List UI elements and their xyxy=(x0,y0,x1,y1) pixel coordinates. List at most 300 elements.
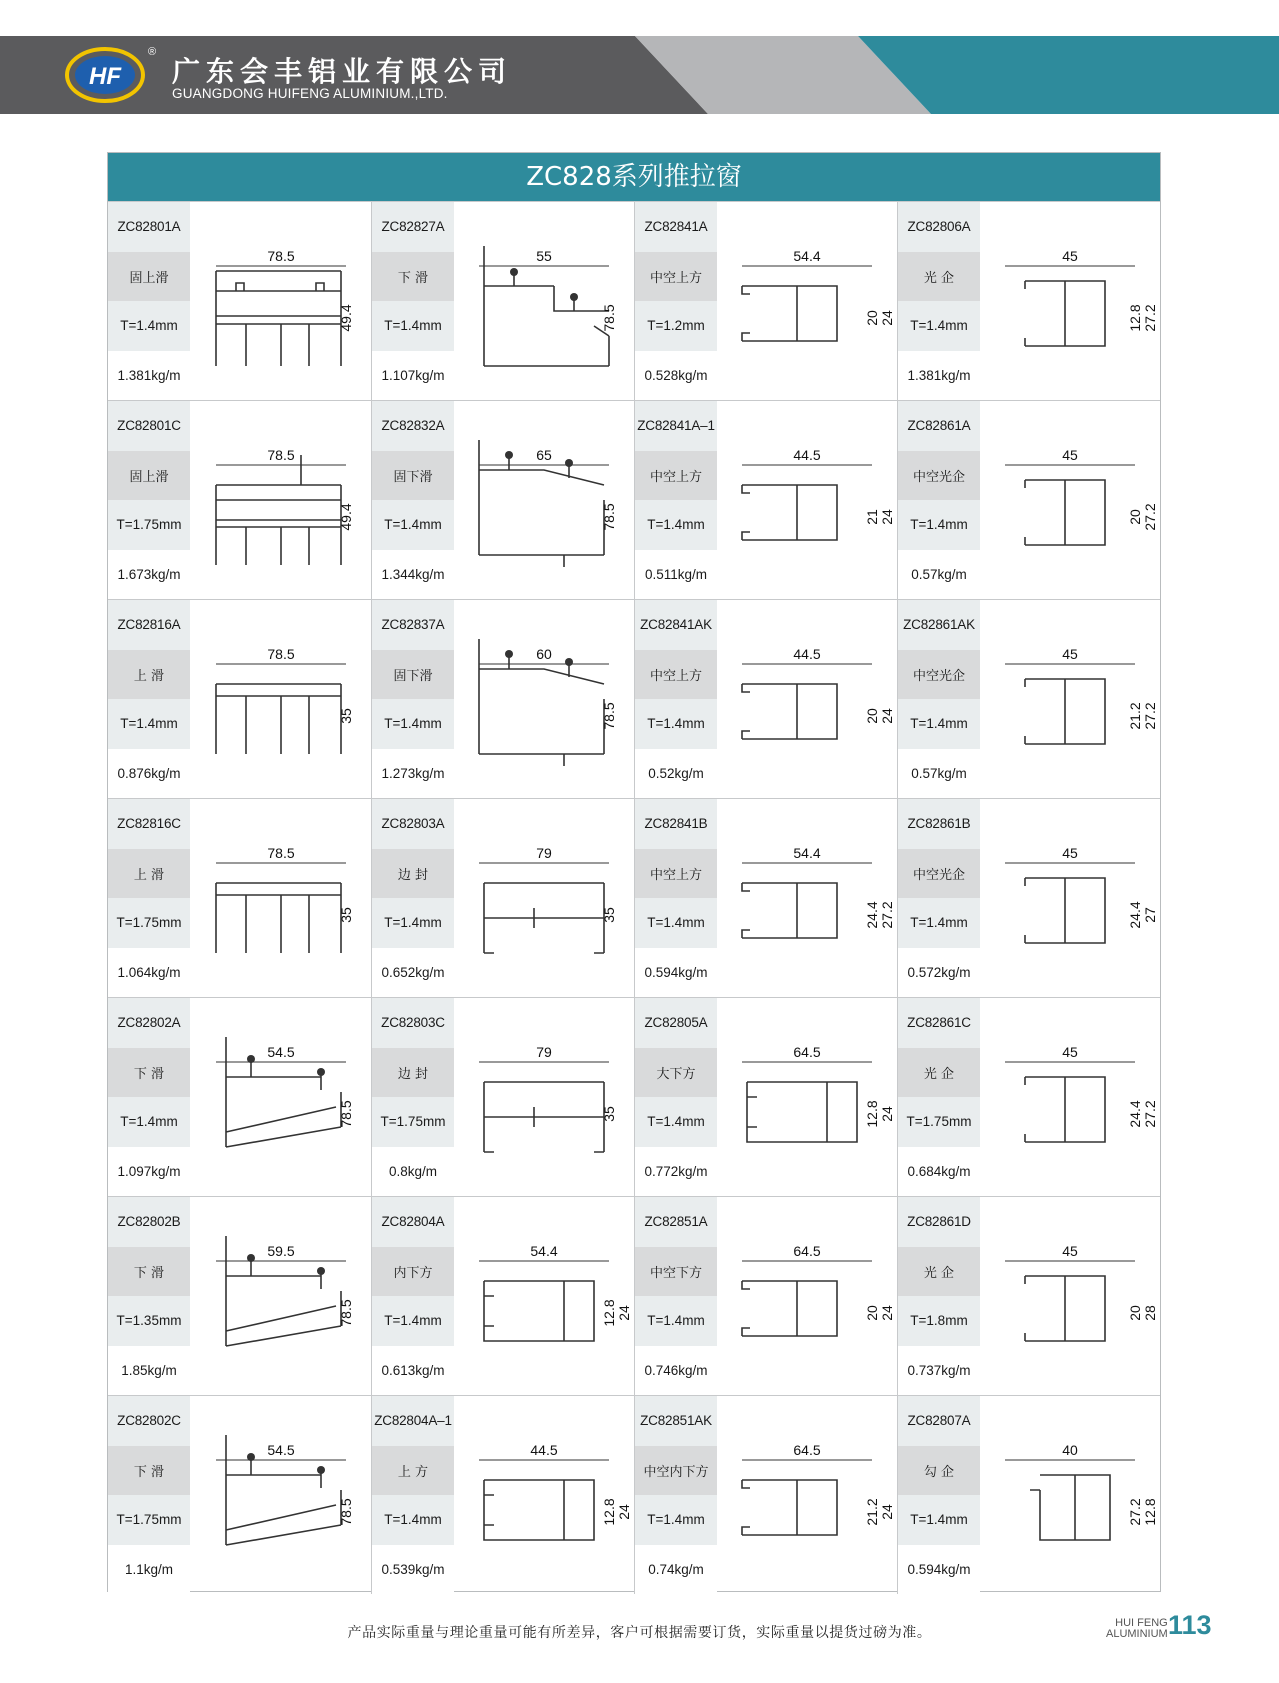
profile-section-drawing xyxy=(191,614,371,784)
profile-card xyxy=(897,1395,1160,1594)
profile-drawing xyxy=(980,600,1160,798)
profile-name: 中空上方 xyxy=(635,650,717,700)
profile-code: ZC82816C xyxy=(108,799,190,849)
profile-card xyxy=(108,798,371,997)
profile-info xyxy=(108,401,190,599)
profile-section-drawing xyxy=(454,216,634,386)
profile-code: ZC82816A xyxy=(108,600,190,650)
profile-card xyxy=(108,1395,371,1594)
profile-section-drawing xyxy=(717,813,897,983)
profile-info xyxy=(635,600,717,798)
profile-info xyxy=(898,998,980,1196)
dimension-label: 24.4 xyxy=(864,901,880,929)
dimension-label: 27.2 xyxy=(879,901,895,929)
section-title: ZC828系列推拉窗 xyxy=(108,153,1160,201)
footer-brand-line1: HUI FENG xyxy=(1115,1617,1168,1629)
dimension-label: 54.5 xyxy=(266,1442,295,1458)
profile-card xyxy=(634,1196,897,1395)
profile-code: ZC82802C xyxy=(108,1396,190,1446)
profile-weight: 0.594kg/m xyxy=(635,948,717,998)
profile-drawing xyxy=(717,202,897,400)
profile-info xyxy=(372,202,454,400)
dimension-label: 60 xyxy=(536,646,552,662)
profile-drawing xyxy=(190,998,371,1196)
dimension-label: 44.5 xyxy=(530,1442,558,1458)
profile-card xyxy=(108,201,371,400)
profile-section-drawing xyxy=(454,1012,634,1182)
profile-name: 上 滑 xyxy=(108,849,190,899)
dimension-label: 44.5 xyxy=(793,646,821,662)
profile-drawing xyxy=(454,799,634,997)
registered-mark: ® xyxy=(148,46,157,58)
profile-card xyxy=(897,599,1160,798)
dimension-label: 20 xyxy=(1127,1305,1143,1321)
profile-code: ZC82804A–1 xyxy=(372,1396,454,1446)
profile-thickness: T=1.75mm xyxy=(372,1097,454,1147)
profile-weight: 0.684kg/m xyxy=(898,1147,980,1197)
dimension-label: 78.5 xyxy=(601,702,617,730)
profile-weight: 0.57kg/m xyxy=(898,749,980,799)
dimension-label: 54.4 xyxy=(793,845,821,861)
dimension-label: 27.2 xyxy=(1127,1498,1143,1526)
profile-drawing xyxy=(980,401,1160,599)
profile-thickness: T=1.4mm xyxy=(108,699,190,749)
profile-card xyxy=(897,201,1160,400)
profile-card xyxy=(634,798,897,997)
dimension-label: 59.5 xyxy=(266,1243,295,1259)
profile-info xyxy=(635,401,717,599)
profile-section-drawing xyxy=(191,415,371,585)
profile-card xyxy=(371,201,634,400)
dimension-label: 78.5 xyxy=(266,447,295,463)
dimension-label: 45 xyxy=(1062,447,1078,463)
profile-info xyxy=(898,401,980,599)
profile-weight: 1.064kg/m xyxy=(108,948,190,998)
profile-name: 下 滑 xyxy=(108,1446,190,1496)
dimension-label: 44.5 xyxy=(793,447,821,463)
profile-thickness: T=1.75mm xyxy=(108,500,190,550)
profile-thickness: T=1.4mm xyxy=(372,500,454,550)
footer-note: 产品实际重量与理论重量可能有所差异，客户可根据需要订货，实际重量以提货过磅为准。 xyxy=(347,1625,932,1641)
dimension-label: 55 xyxy=(536,248,552,264)
dimension-label: 78.5 xyxy=(337,1299,354,1327)
profile-name: 内下方 xyxy=(372,1247,454,1297)
dimension-label: 12.8 xyxy=(1127,304,1143,332)
profile-name: 大下方 xyxy=(635,1048,717,1098)
dimension-label: 54.4 xyxy=(793,248,821,264)
profile-weight: 0.772kg/m xyxy=(635,1147,717,1197)
profile-drawing xyxy=(454,600,634,798)
profile-info xyxy=(898,1197,980,1395)
profile-card xyxy=(371,599,634,798)
profile-code: ZC82837A xyxy=(372,600,454,650)
profile-thickness: T=1.4mm xyxy=(898,898,980,948)
dimension-label: 45 xyxy=(1062,646,1078,662)
dimension-label: 45 xyxy=(1062,248,1078,264)
profile-code: ZC82861C xyxy=(898,998,980,1048)
company-name-cn: 广东会丰铝业有限公司 xyxy=(172,55,513,88)
dimension-label: 64.5 xyxy=(793,1442,821,1458)
profile-section-drawing xyxy=(454,1410,634,1580)
profile-drawing xyxy=(717,998,897,1196)
profile-thickness: T=1.2mm xyxy=(635,301,717,351)
profile-drawing xyxy=(980,799,1160,997)
profile-info xyxy=(898,1396,980,1594)
profile-info xyxy=(635,799,717,997)
profile-drawing xyxy=(717,799,897,997)
profile-code: ZC82827A xyxy=(372,202,454,252)
profile-name: 光 企 xyxy=(898,1048,980,1098)
dimension-label: 12.8 xyxy=(864,1100,880,1128)
profile-info xyxy=(898,600,980,798)
profile-thickness: T=1.4mm xyxy=(108,301,190,351)
profile-section-drawing xyxy=(717,1012,897,1182)
dimension-label: 78.5 xyxy=(266,248,295,264)
profile-card xyxy=(897,1196,1160,1395)
profile-section-drawing xyxy=(980,216,1160,386)
profile-card xyxy=(371,997,634,1196)
profile-info xyxy=(635,202,717,400)
profile-section-drawing xyxy=(980,813,1160,983)
profile-card xyxy=(108,400,371,599)
profile-drawing xyxy=(980,998,1160,1196)
profile-weight: 1.381kg/m xyxy=(898,351,980,401)
profile-grid xyxy=(108,201,1160,1594)
dimension-label: 27.2 xyxy=(1142,1100,1158,1128)
profile-name: 中空内下方 xyxy=(635,1446,717,1496)
profile-weight: 0.876kg/m xyxy=(108,749,190,799)
profile-weight: 0.613kg/m xyxy=(372,1346,454,1396)
company-name-en: GUANGDONG HUIFENG ALUMINIUM.,LTD. xyxy=(172,86,448,101)
profile-code: ZC82861AK xyxy=(898,600,980,650)
profile-code: ZC82807A xyxy=(898,1396,980,1446)
profile-card xyxy=(897,997,1160,1196)
company-logo xyxy=(64,44,146,106)
profile-card xyxy=(634,400,897,599)
footer-brand-line2: ALUMINIUM xyxy=(1106,1628,1168,1640)
profile-code: ZC82802B xyxy=(108,1197,190,1247)
dimension-label: 49.4 xyxy=(337,503,354,531)
profile-name: 固下滑 xyxy=(372,650,454,700)
profile-card xyxy=(108,599,371,798)
dimension-label: 27.2 xyxy=(1142,503,1158,531)
profile-code: ZC82841AK xyxy=(635,600,717,650)
profile-info xyxy=(372,998,454,1196)
profile-section-drawing xyxy=(454,614,634,784)
dimension-label: 64.5 xyxy=(793,1044,821,1060)
profile-code: ZC82861A xyxy=(898,401,980,451)
profile-weight: 0.528kg/m xyxy=(635,351,717,401)
profile-drawing xyxy=(190,799,371,997)
profile-info xyxy=(108,1396,190,1594)
profile-thickness: T=1.75mm xyxy=(108,898,190,948)
dimension-label: 35 xyxy=(337,708,354,724)
profile-thickness: T=1.4mm xyxy=(635,699,717,749)
dimension-label: 54.5 xyxy=(266,1044,295,1060)
profile-info xyxy=(108,202,190,400)
profile-drawing xyxy=(454,998,634,1196)
dimension-label: 24 xyxy=(879,509,895,525)
profile-info xyxy=(372,401,454,599)
profile-section-drawing xyxy=(717,216,897,386)
profile-code: ZC82804A xyxy=(372,1197,454,1247)
profile-drawing xyxy=(454,1396,634,1594)
dimension-label: 65 xyxy=(536,447,552,463)
profile-name: 上 方 xyxy=(372,1446,454,1496)
dimension-label: 20 xyxy=(864,708,880,724)
page-number: 113 xyxy=(1168,1610,1212,1640)
profile-code: ZC82803C xyxy=(372,998,454,1048)
profile-weight: 0.652kg/m xyxy=(372,948,454,998)
profile-section-drawing xyxy=(980,614,1160,784)
profile-name: 下 滑 xyxy=(108,1247,190,1297)
profile-section-drawing xyxy=(717,415,897,585)
logo-text: HF xyxy=(89,63,121,90)
profile-name: 光 企 xyxy=(898,1247,980,1297)
dimension-label: 12.8 xyxy=(601,1498,617,1526)
profile-section-drawing xyxy=(980,415,1160,585)
profile-thickness: T=1.75mm xyxy=(898,1097,980,1147)
profile-name: 边 封 xyxy=(372,849,454,899)
header-banner xyxy=(0,36,1279,114)
profile-drawing xyxy=(717,600,897,798)
profile-section-drawing xyxy=(454,415,634,585)
profile-code: ZC82851A xyxy=(635,1197,717,1247)
profile-thickness: T=1.8mm xyxy=(898,1296,980,1346)
profile-name: 固上滑 xyxy=(108,451,190,501)
profile-info xyxy=(898,202,980,400)
profile-code: ZC82861D xyxy=(898,1197,980,1247)
profile-code: ZC82841A–1 xyxy=(635,401,717,451)
dimension-label: 45 xyxy=(1062,1243,1078,1259)
profile-code: ZC82841B xyxy=(635,799,717,849)
dimension-label: 24 xyxy=(879,1106,895,1122)
dimension-label: 79 xyxy=(536,1044,552,1060)
profile-code: ZC82801C xyxy=(108,401,190,451)
profile-section-drawing xyxy=(191,216,371,386)
profile-name: 中空光企 xyxy=(898,451,980,501)
profile-name: 勾 企 xyxy=(898,1446,980,1496)
profile-section-drawing xyxy=(191,1211,371,1381)
profile-weight: 0.539kg/m xyxy=(372,1545,454,1595)
dimension-label: 40 xyxy=(1062,1442,1078,1458)
profile-card xyxy=(371,400,634,599)
profile-info xyxy=(372,799,454,997)
profile-weight: 0.737kg/m xyxy=(898,1346,980,1396)
profile-name: 边 封 xyxy=(372,1048,454,1098)
profile-info xyxy=(108,998,190,1196)
dimension-label: 20 xyxy=(1127,509,1143,525)
profile-name: 中空上方 xyxy=(635,252,717,302)
profile-section-drawing xyxy=(454,1211,634,1381)
profile-card xyxy=(634,1395,897,1594)
profile-weight: 0.511kg/m xyxy=(635,550,717,600)
profile-thickness: T=1.4mm xyxy=(372,301,454,351)
profile-card xyxy=(897,798,1160,997)
dimension-label: 12.8 xyxy=(601,1299,617,1327)
profile-thickness: T=1.75mm xyxy=(108,1495,190,1545)
dimension-label: 78.5 xyxy=(337,1498,354,1526)
profile-section-drawing xyxy=(717,614,897,784)
profile-card xyxy=(634,997,897,1196)
profile-thickness: T=1.4mm xyxy=(635,1097,717,1147)
dimension-label: 27 xyxy=(1142,907,1158,923)
profile-weight: 0.594kg/m xyxy=(898,1545,980,1595)
profile-name: 固上滑 xyxy=(108,252,190,302)
profile-thickness: T=1.4mm xyxy=(635,1296,717,1346)
profile-weight: 1.1kg/m xyxy=(108,1545,190,1595)
dimension-label: 24 xyxy=(879,708,895,724)
profile-thickness: T=1.35mm xyxy=(108,1296,190,1346)
profile-drawing xyxy=(454,1197,634,1395)
profile-name: 中空上方 xyxy=(635,849,717,899)
dimension-label: 21.2 xyxy=(864,1498,880,1526)
dimension-label: 12.8 xyxy=(1142,1498,1158,1526)
profile-weight: 1.097kg/m xyxy=(108,1147,190,1197)
footer-brand xyxy=(1106,1618,1168,1640)
dimension-label: 24 xyxy=(879,1504,895,1520)
profile-drawing xyxy=(190,1396,371,1594)
dimension-label: 24 xyxy=(879,310,895,326)
dimension-label: 27.2 xyxy=(1142,304,1158,332)
profile-card xyxy=(634,201,897,400)
dimension-label: 28 xyxy=(1142,1305,1158,1321)
profile-code: ZC82801A xyxy=(108,202,190,252)
profile-code: ZC82832A xyxy=(372,401,454,451)
profile-thickness: T=1.4mm xyxy=(372,1495,454,1545)
dimension-label: 78.5 xyxy=(601,503,617,531)
profile-thickness: T=1.4mm xyxy=(635,898,717,948)
profile-code: ZC82841A xyxy=(635,202,717,252)
profile-info xyxy=(372,1396,454,1594)
profile-card xyxy=(371,1196,634,1395)
profile-weight: 1.344kg/m xyxy=(372,550,454,600)
profile-weight: 0.57kg/m xyxy=(898,550,980,600)
dimension-label: 35 xyxy=(337,907,354,923)
profile-weight: 0.8kg/m xyxy=(372,1147,454,1197)
profile-name: 下 滑 xyxy=(108,1048,190,1098)
profile-drawing xyxy=(454,202,634,400)
profile-code: ZC82806A xyxy=(898,202,980,252)
dimension-label: 45 xyxy=(1062,845,1078,861)
profile-section-drawing xyxy=(717,1410,897,1580)
dimension-label: 20 xyxy=(864,310,880,326)
profile-section-drawing xyxy=(717,1211,897,1381)
profile-info xyxy=(898,799,980,997)
dimension-label: 24.4 xyxy=(1127,901,1143,929)
profile-thickness: T=1.4mm xyxy=(372,898,454,948)
profile-drawing xyxy=(454,401,634,599)
dimension-label: 27.2 xyxy=(1142,702,1158,730)
profile-section-drawing xyxy=(980,1012,1160,1182)
profile-code: ZC82805A xyxy=(635,998,717,1048)
profile-weight: 1.673kg/m xyxy=(108,550,190,600)
dimension-label: 35 xyxy=(601,1106,617,1122)
profile-info xyxy=(108,600,190,798)
profile-thickness: T=1.4mm xyxy=(898,500,980,550)
dimension-label: 24 xyxy=(879,1305,895,1321)
profile-thickness: T=1.4mm xyxy=(898,699,980,749)
profile-info xyxy=(108,1197,190,1395)
profile-weight: 0.74kg/m xyxy=(635,1545,717,1595)
dimension-label: 54.4 xyxy=(530,1243,558,1259)
profile-card xyxy=(897,400,1160,599)
profile-info xyxy=(372,1197,454,1395)
profile-card xyxy=(108,997,371,1196)
profile-drawing xyxy=(980,202,1160,400)
profile-weight: 1.381kg/m xyxy=(108,351,190,401)
profile-catalog xyxy=(107,152,1161,1592)
profile-drawing xyxy=(717,1396,897,1594)
profile-name: 中空下方 xyxy=(635,1247,717,1297)
profile-weight: 1.107kg/m xyxy=(372,351,454,401)
profile-code: ZC82802A xyxy=(108,998,190,1048)
profile-thickness: T=1.4mm xyxy=(635,500,717,550)
profile-section-drawing xyxy=(191,1012,371,1182)
profile-thickness: T=1.4mm xyxy=(372,1296,454,1346)
dimension-label: 78.5 xyxy=(337,1100,354,1128)
dimension-label: 21 xyxy=(864,509,880,525)
profile-section-drawing xyxy=(980,1410,1160,1580)
dimension-label: 24 xyxy=(616,1504,632,1520)
profile-info xyxy=(635,998,717,1196)
profile-weight: 1.273kg/m xyxy=(372,749,454,799)
dimension-label: 49.4 xyxy=(337,304,354,332)
dimension-label: 78.5 xyxy=(601,304,617,332)
profile-thickness: T=1.4mm xyxy=(372,699,454,749)
profile-weight: 0.572kg/m xyxy=(898,948,980,998)
dimension-label: 78.5 xyxy=(266,646,295,662)
profile-info xyxy=(635,1197,717,1395)
profile-weight: 0.746kg/m xyxy=(635,1346,717,1396)
dimension-label: 21.2 xyxy=(1127,702,1143,730)
dimension-label: 79 xyxy=(536,845,552,861)
dimension-label: 20 xyxy=(864,1305,880,1321)
profile-section-drawing xyxy=(191,813,371,983)
profile-drawing xyxy=(717,1197,897,1395)
profile-card xyxy=(634,599,897,798)
profile-name: 固下滑 xyxy=(372,451,454,501)
profile-info xyxy=(635,1396,717,1594)
profile-card xyxy=(108,1196,371,1395)
profile-drawing xyxy=(190,202,371,400)
profile-thickness: T=1.4mm xyxy=(898,301,980,351)
profile-card xyxy=(371,798,634,997)
profile-thickness: T=1.4mm xyxy=(898,1495,980,1545)
dimension-label: 78.5 xyxy=(266,845,295,861)
profile-drawing xyxy=(980,1197,1160,1395)
profile-name: 中空上方 xyxy=(635,451,717,501)
profile-drawing xyxy=(980,1396,1160,1594)
profile-section-drawing xyxy=(191,1410,371,1580)
profile-drawing xyxy=(190,1197,371,1395)
dimension-label: 35 xyxy=(601,907,617,923)
profile-name: 中空光企 xyxy=(898,849,980,899)
profile-card xyxy=(371,1395,634,1594)
profile-name: 中空光企 xyxy=(898,650,980,700)
profile-code: ZC82851AK xyxy=(635,1396,717,1446)
profile-thickness: T=1.4mm xyxy=(635,1495,717,1545)
dimension-label: 24 xyxy=(616,1305,632,1321)
profile-section-drawing xyxy=(454,813,634,983)
profile-info xyxy=(108,799,190,997)
profile-weight: 1.85kg/m xyxy=(108,1346,190,1396)
profile-name: 光 企 xyxy=(898,252,980,302)
profile-name: 上 滑 xyxy=(108,650,190,700)
profile-drawing xyxy=(190,401,371,599)
profile-code: ZC82803A xyxy=(372,799,454,849)
profile-code: ZC82861B xyxy=(898,799,980,849)
